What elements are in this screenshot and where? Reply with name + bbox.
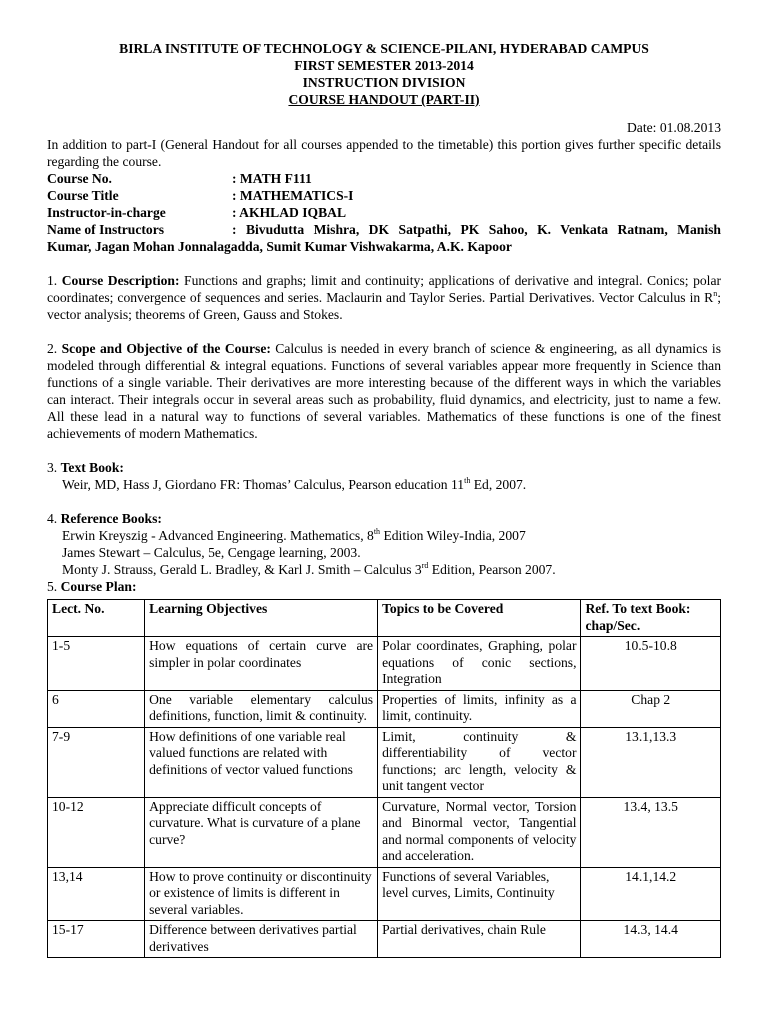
ref-cell: 13.4, 13.5 (581, 797, 721, 867)
superscript: rd (421, 561, 429, 570)
table-row (48, 921, 721, 958)
objective-cell: How to prove continuity or discontinuity or existence of limits is different in several variables. (145, 867, 378, 921)
instructor-in-charge-row (47, 204, 721, 221)
objective-cell: One variable elementary calculus definitions, function, limit & continuity. (145, 690, 378, 727)
info-label: Course Title (47, 188, 119, 203)
section-heading: Text Book: (60, 460, 124, 475)
lect-cell: 6 (48, 690, 145, 727)
lect-cell: 10-12 (48, 797, 145, 867)
column-header: Learning Objectives (145, 600, 378, 637)
ref-cell: Chap 2 (581, 690, 721, 727)
column-header: Lect. No. (48, 600, 145, 637)
section-heading: Course Description: (61, 273, 180, 288)
reference-text-tail: Edition Wiley-India, 2007 (380, 528, 526, 543)
lect-cell: 15-17 (48, 921, 145, 958)
table-row (48, 867, 721, 921)
institute-name: BIRLA INSTITUTE OF TECHNOLOGY & SCIENCE-PILANI, HYDERABAD CAMPUS (119, 41, 649, 56)
section-heading: Reference Books: (60, 511, 162, 526)
course-info (47, 170, 721, 255)
instructors-row (47, 221, 721, 238)
text-book-entry (47, 476, 721, 493)
section-number: 5. (47, 579, 61, 594)
scope-objective (47, 340, 721, 442)
section-text: Functions and graphs; limit and continuity; applications of derivative and integral. Conics; polar coordinates; convergence of sequences and series. Maclaurin and Taylor Series. Partial Derivatives. Vector Calculus in R (47, 273, 722, 305)
superscript: th (373, 527, 381, 536)
info-label: Course No. (47, 171, 112, 186)
lect-cell: 7-9 (48, 727, 145, 797)
table-header-row (48, 600, 721, 637)
table-row (48, 637, 721, 691)
objective-cell: Appreciate difficult concepts of curvature. What is curvature of a plane curve? (145, 797, 378, 867)
ref-cell: 14.3, 14.4 (581, 921, 721, 958)
objective-cell: How equations of certain curve are simpler in polar coordinates (145, 637, 378, 691)
handout-title: COURSE HANDOUT (PART-II) (288, 92, 480, 107)
superscript: n (713, 289, 718, 298)
reference-books-heading-line (47, 510, 721, 527)
section-heading: Scope and Objective of the Course: (61, 341, 271, 356)
info-value: Kumar, Jagan Mohan Jonnalagadda, Sumit Kumar Vishwakarma, A.K. Kapoor (47, 239, 512, 254)
reference-book (47, 561, 721, 578)
section-number: 4. (47, 511, 61, 526)
course-description (47, 272, 721, 323)
lect-cell: 1-5 (48, 637, 145, 691)
handout-date: Date: 01.08.2013 (626, 120, 721, 135)
text-book-heading-line (47, 459, 721, 476)
info-label: Instructor-in-charge (47, 205, 166, 220)
topics-cell: Properties of limits, infinity as a limit, continuity. (378, 690, 581, 727)
ref-cell: 10.5-10.8 (581, 637, 721, 691)
topics-cell: Partial derivatives, chain Rule (378, 921, 581, 958)
section-number: 2. (47, 341, 62, 356)
table-row (48, 690, 721, 727)
reference-text: Erwin Kreyszig - Advanced Engineering. Mathematics, 8 (62, 528, 374, 543)
table-row (48, 727, 721, 797)
section-number: 3. (47, 460, 61, 475)
info-value: : MATH F111 (232, 171, 312, 186)
reference-text: Monty J. Strauss, Gerald L. Bradley, & Karl J. Smith – Calculus 3 (62, 562, 422, 577)
course-no-row (47, 170, 721, 187)
info-value: : AKHLAD IQBAL (232, 205, 347, 220)
section-number: 1. (47, 273, 62, 288)
reference-book (47, 527, 721, 544)
reference-book (47, 544, 721, 561)
lect-cell: 13,14 (48, 867, 145, 921)
info-label: Name of Instructors (47, 222, 165, 237)
division: INSTRUCTION DIVISION (302, 75, 466, 90)
course-plan-table (47, 599, 721, 958)
topics-cell: Limit, continuity & differentiability of vector functions; arc length, velocity & unit tangent vector (378, 727, 581, 797)
objective-cell: Difference between derivatives partial derivatives (145, 921, 378, 958)
reference-text: James Stewart – Calculus, 5e, Cengage learning, 2003. (62, 545, 361, 560)
text-book-title: Weir, MD, Hass J, Giordano FR: Thomas’ Calculus, Pearson education 11 (62, 477, 465, 492)
ref-cell: 13.1,13.3 (581, 727, 721, 797)
semester: FIRST SEMESTER 2013-2014 (294, 58, 474, 73)
topics-cell: Polar coordinates, Graphing, polar equations of conic sections, Integration (378, 637, 581, 691)
section-text: Calculus is needed in every branch of science & engineering, as all dynamics is modeled through differential & integral equations. Functions of several variables appear more frequently in Science than functions of a single variable. Their derivatives are more interesting because of the different ways in which the variables can interact. Their integrals occur in several areas such as probability, fluid dynamics, and electricity, just to name a few. All these lead in a natural way to functions of several variables. Mathematics of these functions is one of the finest achievements of modern Mathematics. (47, 341, 721, 441)
text-book-edition: Ed, 2007. (470, 477, 527, 492)
topics-cell: Functions of several Variables, level curves, Limits, Continuity (378, 867, 581, 921)
column-header: Topics to be Covered (378, 600, 581, 637)
course-plan-heading-line (47, 578, 721, 595)
objective-cell: How definitions of one variable real valued functions are related with definitions of vector valued functions (145, 727, 378, 797)
topics-cell: Curvature, Normal vector, Torsion and Binormal vector, Tangential and normal components of velocity and acceleration. (378, 797, 581, 867)
info-value: : MATHEMATICS-I (232, 188, 354, 203)
reference-text-tail: Edition, Pearson 2007. (428, 562, 556, 577)
superscript: th (464, 476, 471, 485)
column-header: Ref. To text Book: chap/Sec. (581, 600, 721, 637)
section-text-tail: ; vector analysis; theorems of Green, Gauss and Stokes. (47, 290, 721, 322)
section-heading: Course Plan: (60, 579, 137, 594)
table-row (48, 797, 721, 867)
info-value: : Bivudutta Mishra, DK Satpathi, PK Sahoo, K. Venkata Ratnam, Manish (232, 222, 721, 237)
course-title-row (47, 187, 721, 204)
intro-paragraph: In addition to part-I (General Handout for all courses appended to the timetable) this portion gives further specific details regarding the course. (47, 137, 721, 169)
instructors-row-cont (47, 238, 721, 255)
handout-page (47, 40, 721, 958)
ref-cell: 14.1,14.2 (581, 867, 721, 921)
